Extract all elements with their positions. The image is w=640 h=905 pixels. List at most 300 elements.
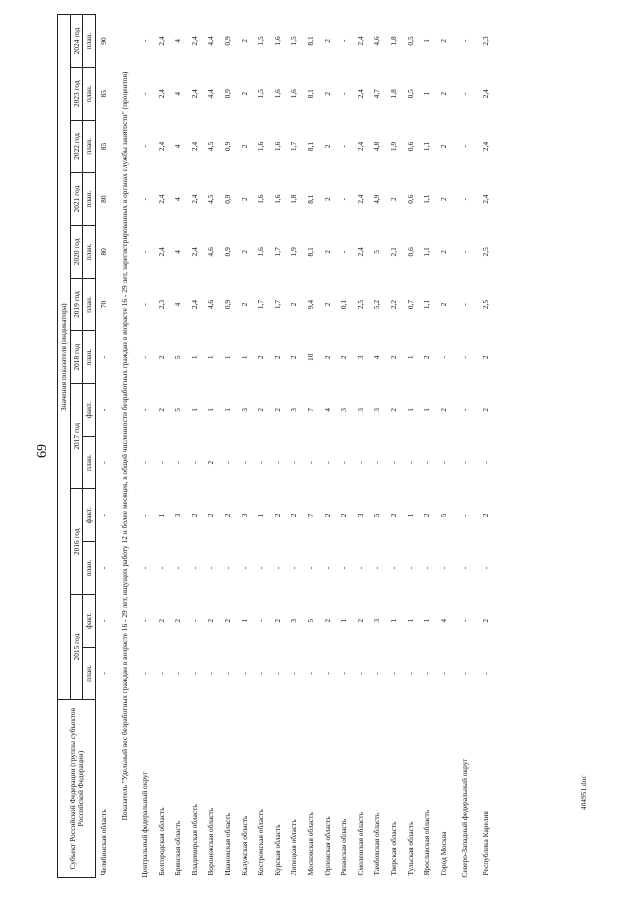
- table-cell: 1: [206, 408, 216, 412]
- table-cell: -: [355, 566, 365, 570]
- table-cell: 2: [339, 513, 349, 518]
- table-cell: -: [339, 145, 349, 148]
- table-cell: -: [438, 356, 448, 359]
- table-row: [269, 15, 286, 878]
- table-cell: 7: [305, 513, 315, 518]
- table-cell: 2: [322, 91, 332, 96]
- table-cell: 5,2: [372, 299, 382, 310]
- table-cell: 2,1: [388, 247, 398, 257]
- table-cell: -: [438, 461, 448, 464]
- table-cell: 1,6: [272, 89, 282, 99]
- table-cell: -: [189, 619, 199, 622]
- table-row: [153, 15, 170, 878]
- table-cell: 1,6: [289, 89, 299, 99]
- table-cell: -: [272, 461, 282, 464]
- table-cell: -: [256, 672, 266, 675]
- table-cell: 3: [355, 408, 365, 412]
- table-cell: 2,4: [189, 247, 199, 257]
- table-cell: 4,5: [206, 141, 216, 152]
- table-cell: 0,9: [222, 141, 232, 152]
- table-cell: 2: [438, 302, 448, 307]
- table-row: [352, 15, 369, 878]
- table-cell: -: [256, 619, 266, 622]
- table-cell: -: [289, 461, 299, 464]
- table-row: [386, 15, 403, 878]
- table-cell: 2: [173, 618, 183, 623]
- table-cell: -: [140, 408, 149, 412]
- table-cell: 2,4: [156, 36, 166, 46]
- table-cell: 0,1: [339, 299, 349, 310]
- table-cell: 2: [289, 355, 299, 360]
- table-cell: 2,5: [355, 299, 365, 310]
- table-cell: 2: [322, 618, 332, 623]
- table-cell: 1,1: [422, 141, 432, 152]
- subject-name: Владимирская область: [189, 804, 199, 876]
- table-row: [286, 15, 303, 878]
- subject-name: Город Москва: [438, 831, 448, 876]
- table-cell: 2: [481, 355, 491, 360]
- table-cell: -: [156, 566, 166, 570]
- table-cell: -: [459, 408, 469, 412]
- table-cell: 2: [206, 513, 216, 518]
- table-row: [186, 15, 203, 878]
- table-cell: 0,5: [405, 36, 415, 46]
- table-cell: 1,6: [256, 194, 266, 204]
- table-cell: -: [322, 566, 332, 570]
- table-cell: -: [388, 672, 398, 675]
- table-cell: 1: [405, 355, 415, 360]
- table-cell: -: [272, 672, 282, 675]
- table-cell: 2: [322, 302, 332, 307]
- table-cell: 1,6: [256, 141, 266, 152]
- year-header: 2019 год: [71, 278, 83, 331]
- subject-name: Тверская область: [388, 821, 398, 876]
- table-cell: -: [372, 566, 382, 570]
- table-cell: -: [222, 461, 232, 464]
- table-cell: 2: [388, 408, 398, 412]
- table-cell: 4: [173, 144, 183, 149]
- table-cell: 3: [372, 408, 382, 412]
- table-cell: 2: [189, 513, 199, 518]
- table-cell: 2,4: [156, 247, 166, 257]
- table-cell: 3: [372, 618, 382, 623]
- section-row: [452, 15, 478, 878]
- table-cell: -: [140, 250, 149, 254]
- table-cell: 0,6: [405, 141, 415, 152]
- table-cell: -: [140, 39, 149, 43]
- table-cell: -: [481, 566, 491, 570]
- table-cell: 2,4: [355, 36, 365, 46]
- plan-fact-header: план.: [83, 15, 96, 68]
- table-cell: 2: [438, 249, 448, 254]
- table-cell: -: [99, 619, 109, 622]
- table-cell: -: [206, 566, 216, 570]
- table-cell: 1,5: [289, 36, 299, 46]
- table-cell: 1,8: [388, 36, 398, 46]
- table-cell: 1: [405, 408, 415, 412]
- table-cell: 9,4: [305, 299, 315, 310]
- table-cell: 8,1: [305, 247, 315, 257]
- table-cell: 8,1: [305, 89, 315, 99]
- table-cell: 2,3: [156, 299, 166, 310]
- table-row: [336, 15, 353, 878]
- page-number: 69: [35, 444, 50, 458]
- table-cell: 2: [206, 460, 216, 465]
- table-cell: -: [140, 566, 149, 570]
- table-cell: 2,4: [355, 89, 365, 99]
- table-cell: 4,6: [206, 299, 216, 310]
- table-cell: 0,9: [222, 89, 232, 99]
- table-cell: -: [459, 197, 469, 201]
- table-cell: -: [140, 303, 149, 306]
- table-cell: -: [289, 672, 299, 675]
- table-row: [236, 15, 253, 878]
- table-cell: 2: [438, 91, 448, 96]
- table-cell: 2,5: [481, 299, 491, 310]
- table-cell: 3: [239, 513, 249, 518]
- table-cell: 1,9: [289, 247, 299, 257]
- table-row: [402, 15, 419, 878]
- table-cell: 4,8: [372, 141, 382, 152]
- subject-name: Московская область: [305, 812, 315, 876]
- table-cell: 3: [339, 408, 349, 412]
- indicator-table: [57, 14, 494, 878]
- table-cell: -: [322, 461, 332, 464]
- table-cell: -: [459, 672, 469, 675]
- table-cell: 1,1: [422, 194, 432, 204]
- table-cell: 2: [206, 618, 216, 623]
- plan-fact-header: план.: [83, 331, 96, 384]
- footer-filename: 404951.doc: [580, 775, 588, 810]
- table-cell: 4,9: [372, 194, 382, 204]
- table-cell: 1,5: [256, 89, 266, 99]
- plan-fact-header: план.: [83, 173, 96, 226]
- table-cell: -: [355, 672, 365, 675]
- table-cell: 2,4: [481, 194, 491, 204]
- table-cell: 0,6: [405, 247, 415, 257]
- table-cell: 2: [156, 355, 166, 360]
- table-cell: 2,4: [189, 141, 199, 152]
- table-cell: 5: [438, 513, 448, 518]
- table-cell: 4,4: [206, 36, 216, 46]
- table-row: [369, 15, 386, 878]
- year-header: 2024 год: [71, 15, 83, 68]
- table-cell: 2: [272, 355, 282, 360]
- table-cell: -: [422, 461, 432, 464]
- table-cell: 3: [289, 408, 299, 412]
- subject-name: Орловская область: [322, 816, 332, 876]
- table-cell: -: [140, 197, 149, 201]
- table-cell: 2: [256, 408, 266, 412]
- indicator-row: [113, 15, 137, 878]
- table-cell: 2: [438, 144, 448, 149]
- table-cell: -: [372, 672, 382, 675]
- table-cell: 4: [173, 39, 183, 43]
- table-cell: -: [422, 672, 432, 675]
- subject-name: Ярославская область: [422, 809, 432, 876]
- table-cell: 4,5: [206, 194, 216, 204]
- table-cell: -: [99, 566, 109, 570]
- table-cell: 4,7: [372, 89, 382, 99]
- indicator-group-header: Значения показателя (индикатора): [58, 15, 71, 700]
- section-row: [137, 15, 154, 878]
- plan-fact-header: план.: [83, 647, 96, 700]
- table-cell: -: [256, 461, 266, 464]
- subject-name: Северо-Западный федеральный округ: [459, 758, 469, 878]
- table-cell: -: [405, 672, 415, 675]
- table-cell: -: [459, 514, 469, 517]
- table-cell: 2,3: [481, 36, 491, 46]
- year-header: 2018 год: [71, 331, 83, 384]
- table-row: [435, 15, 452, 878]
- table-cell: 70: [99, 300, 109, 309]
- subject-name: Тамбовская область: [372, 812, 382, 876]
- table-cell: 4,4: [206, 89, 216, 99]
- table-row: [253, 15, 270, 878]
- table-cell: 2,4: [355, 247, 365, 257]
- plan-fact-header: факт.: [83, 384, 96, 437]
- table-cell: 2: [438, 408, 448, 412]
- table-cell: 1: [422, 618, 432, 623]
- table-cell: 1,6: [256, 247, 266, 257]
- table-cell: 1,9: [388, 141, 398, 152]
- table-cell: 1,8: [388, 89, 398, 99]
- table-cell: -: [305, 672, 315, 675]
- table-cell: 2,4: [355, 194, 365, 204]
- table-cell: 2: [322, 355, 332, 360]
- table-cell: -: [256, 566, 266, 570]
- table-cell: 2,4: [189, 36, 199, 46]
- table-cell: -: [239, 672, 249, 675]
- table-cell: 1,6: [272, 36, 282, 46]
- table-cell: 2: [438, 39, 448, 43]
- year-header: 2016 год: [71, 489, 83, 594]
- table-cell: 2: [388, 355, 398, 360]
- year-header: 2020 год: [71, 225, 83, 278]
- table-cell: 2,5: [481, 247, 491, 257]
- table-cell: -: [438, 672, 448, 675]
- table-cell: 2,4: [189, 194, 199, 204]
- table-cell: 4: [173, 91, 183, 96]
- year-header: 2015 год: [71, 594, 83, 699]
- table-row: [203, 15, 220, 878]
- table-cell: 1: [422, 91, 432, 96]
- table-cell: -: [99, 672, 109, 675]
- table-cell: 0,9: [222, 247, 232, 257]
- subject-name: Курская область: [272, 824, 282, 876]
- table-cell: 2: [339, 355, 349, 360]
- table-cell: 5: [173, 355, 183, 360]
- table-cell: 2: [388, 513, 398, 518]
- table-cell: -: [459, 92, 469, 95]
- data-table-container: [57, 14, 587, 878]
- table-cell: 2: [322, 144, 332, 149]
- table-row: [96, 15, 113, 878]
- table-cell: 2: [239, 302, 249, 307]
- table-cell: 2,4: [189, 89, 199, 99]
- table-cell: 2: [289, 302, 299, 307]
- table-row: [170, 15, 187, 878]
- table-cell: 1: [405, 618, 415, 623]
- table-cell: -: [459, 145, 469, 148]
- table-cell: 3: [173, 513, 183, 518]
- table-body: [96, 15, 495, 878]
- table-cell: 1,6: [272, 141, 282, 152]
- table-cell: 5: [372, 513, 382, 518]
- table-cell: -: [405, 461, 415, 464]
- table-cell: 2: [272, 513, 282, 518]
- table-row: [220, 15, 237, 878]
- table-cell: 1: [388, 618, 398, 623]
- table-row: [303, 15, 320, 878]
- table-cell: -: [173, 461, 183, 464]
- table-cell: 4: [372, 355, 382, 360]
- table-cell: -: [459, 619, 469, 622]
- table-cell: -: [99, 514, 109, 517]
- plan-fact-header: факт.: [83, 594, 96, 647]
- table-cell: 1,7: [289, 141, 299, 152]
- table-cell: 2,4: [156, 194, 166, 204]
- table-cell: -: [173, 566, 183, 570]
- table-cell: 7: [305, 408, 315, 412]
- table-cell: 1,6: [272, 194, 282, 204]
- table-cell: 2: [289, 513, 299, 518]
- table-cell: 2: [239, 249, 249, 254]
- subject-name: Смоленская область: [355, 811, 365, 876]
- table-cell: -: [459, 250, 469, 254]
- table-cell: 1,7: [272, 299, 282, 310]
- table-cell: -: [405, 566, 415, 570]
- plan-fact-header: план.: [83, 120, 96, 173]
- table-cell: 2: [239, 91, 249, 96]
- table-cell: -: [173, 672, 183, 675]
- table-cell: -: [156, 672, 166, 675]
- table-cell: 1: [156, 513, 166, 518]
- subject-name: Брянская область: [173, 820, 183, 876]
- table-cell: -: [339, 39, 349, 43]
- plan-fact-header: план.: [83, 67, 96, 120]
- table-row: [478, 15, 495, 878]
- table-cell: 1: [222, 355, 232, 360]
- table-row: [419, 15, 436, 878]
- table-cell: 4: [173, 302, 183, 307]
- table-cell: 80: [99, 195, 109, 203]
- table-cell: 4: [173, 249, 183, 254]
- table-cell: -: [459, 566, 469, 570]
- table-cell: -: [339, 197, 349, 201]
- table-cell: -: [339, 250, 349, 254]
- table-cell: 3: [239, 408, 249, 412]
- table-cell: 2,4: [481, 141, 491, 152]
- table-cell: -: [339, 566, 349, 570]
- table-cell: 2: [239, 197, 249, 201]
- year-header: 2023 год: [71, 67, 83, 120]
- plan-fact-header: план.: [83, 278, 96, 331]
- table-cell: -: [140, 461, 149, 464]
- table-cell: -: [289, 566, 299, 570]
- table-cell: -: [222, 566, 232, 570]
- table-cell: 2,4: [189, 299, 199, 310]
- table-cell: 2: [272, 408, 282, 412]
- table-cell: 2: [481, 408, 491, 412]
- table-cell: -: [339, 92, 349, 95]
- table-cell: 85: [99, 142, 109, 151]
- table-cell: -: [459, 303, 469, 306]
- table-cell: 1: [222, 408, 232, 412]
- table-cell: -: [388, 461, 398, 464]
- table-cell: -: [481, 461, 491, 464]
- table-cell: 0,6: [405, 194, 415, 204]
- table-cell: 3: [289, 618, 299, 623]
- year-header: 2021 год: [71, 173, 83, 226]
- plan-fact-header: план.: [83, 225, 96, 278]
- table-cell: 3: [355, 355, 365, 360]
- table-cell: 2: [438, 197, 448, 201]
- table-cell: -: [459, 356, 469, 359]
- table-cell: 0,9: [222, 194, 232, 204]
- table-cell: 1: [206, 355, 216, 360]
- table-cell: -: [99, 408, 109, 412]
- table-cell: -: [438, 566, 448, 570]
- table-cell: -: [222, 672, 232, 675]
- table-cell: 1: [256, 513, 266, 518]
- table-cell: 2: [222, 618, 232, 623]
- table-cell: -: [140, 514, 149, 517]
- table-cell: 1: [239, 618, 249, 623]
- table-cell: -: [272, 566, 282, 570]
- table-cell: -: [339, 461, 349, 464]
- table-cell: -: [140, 356, 149, 359]
- table-cell: -: [459, 39, 469, 43]
- subject-name: Воронежская область: [206, 807, 216, 876]
- table-cell: -: [189, 461, 199, 464]
- table-cell: 2: [422, 355, 432, 360]
- table-cell: 2: [156, 618, 166, 623]
- table-cell: -: [339, 672, 349, 675]
- table-cell: 2: [222, 513, 232, 518]
- table-cell: 3: [355, 513, 365, 518]
- table-cell: 2: [272, 618, 282, 623]
- table-cell: -: [140, 619, 149, 622]
- table-cell: 1: [339, 618, 349, 623]
- table-cell: 2: [322, 197, 332, 201]
- table-cell: 2: [322, 249, 332, 254]
- table-cell: -: [140, 145, 149, 148]
- table-cell: 0,9: [222, 299, 232, 310]
- subject-name: Калужская область: [239, 815, 249, 876]
- table-cell: 2: [322, 513, 332, 518]
- table-cell: 1: [239, 355, 249, 360]
- table-cell: 1: [422, 39, 432, 43]
- year-header: 2022 год: [71, 120, 83, 173]
- table-cell: 2: [239, 144, 249, 149]
- table-cell: 90: [99, 37, 109, 45]
- table-cell: -: [305, 566, 315, 570]
- table-cell: -: [422, 566, 432, 570]
- table-cell: 1,7: [272, 247, 282, 257]
- table-cell: 1: [422, 408, 432, 412]
- table-cell: 2: [322, 39, 332, 43]
- table-cell: -: [189, 672, 199, 675]
- table-cell: 10: [305, 353, 315, 361]
- table-cell: -: [140, 92, 149, 95]
- table-cell: 2: [481, 513, 491, 518]
- table-cell: 1: [405, 513, 415, 518]
- table-cell: 2,2: [388, 299, 398, 310]
- table-cell: 2: [388, 197, 398, 201]
- table-cell: 4: [438, 618, 448, 623]
- table-cell: 1: [189, 355, 199, 360]
